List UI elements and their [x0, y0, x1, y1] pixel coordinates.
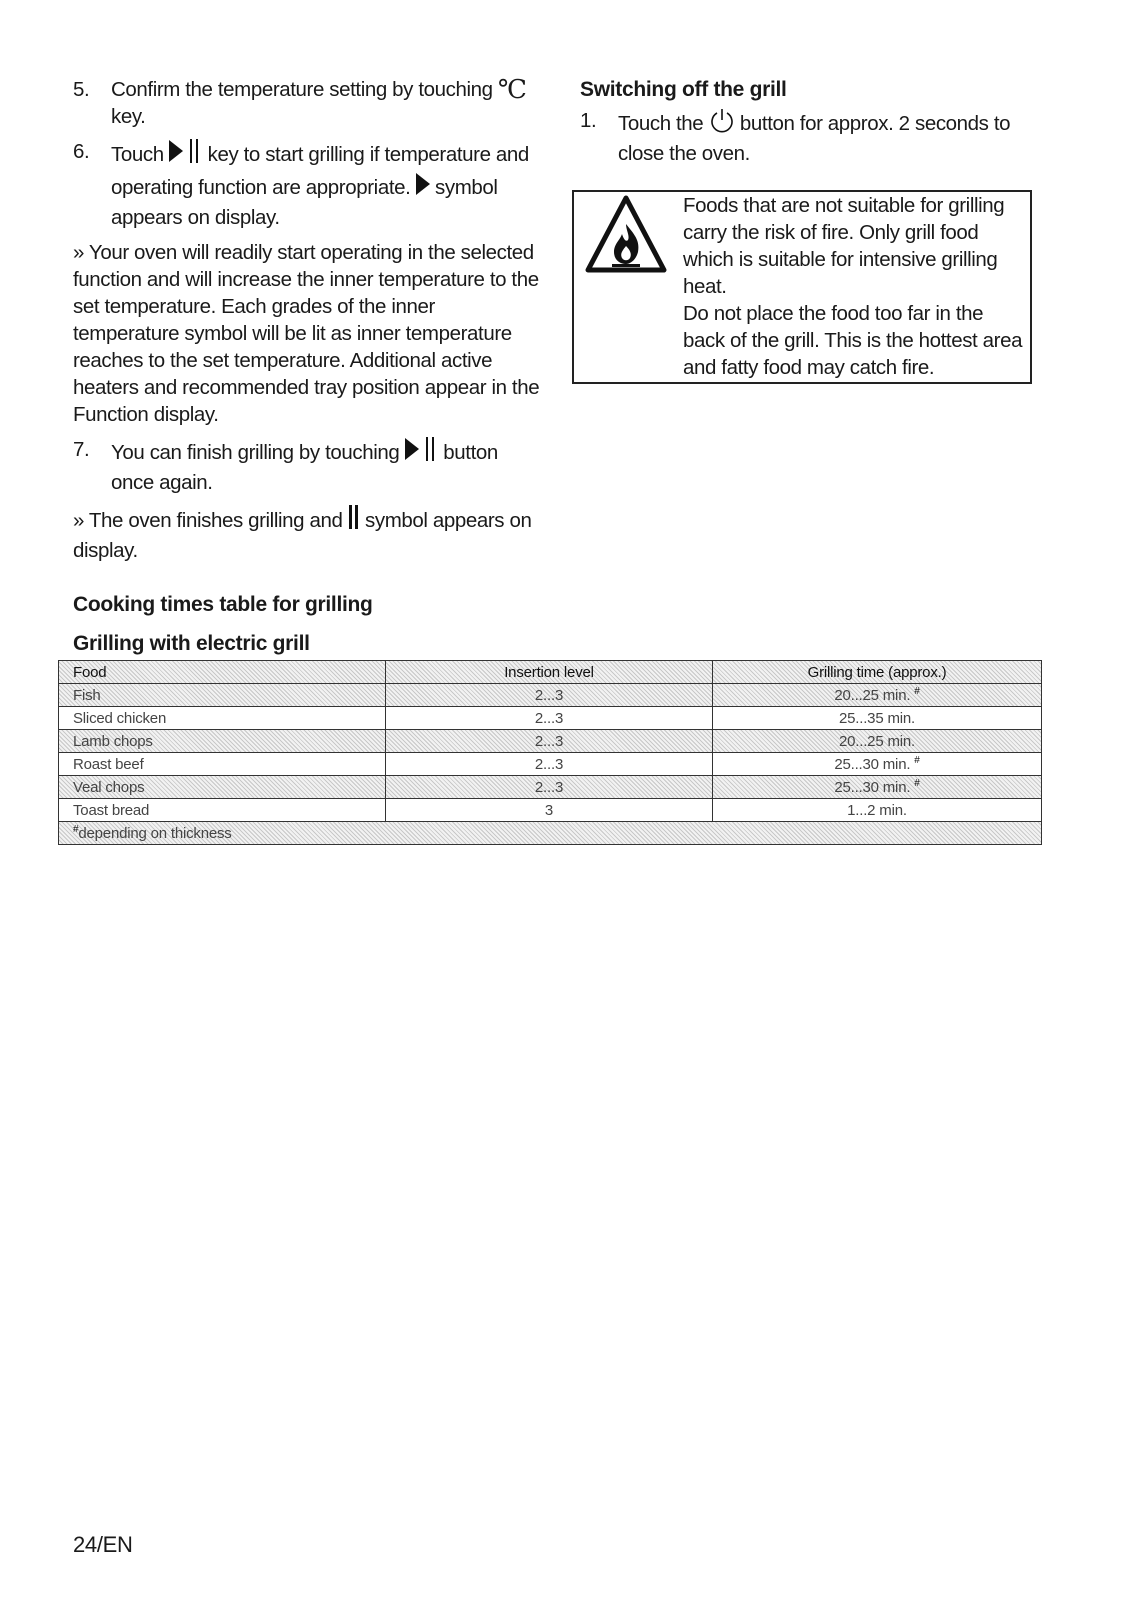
pause-icon: [424, 436, 438, 469]
table-row: [59, 684, 1042, 707]
warning-paragraph: Foods that are not suitable for grilling carry the risk of fire. Only grill food which is suitable for intensive grilling heat.: [683, 194, 1005, 298]
step-number: 5.: [73, 78, 90, 101]
level-cell: 2...3: [386, 753, 713, 776]
footnote-mark: #: [914, 778, 920, 789]
time-cell: 20...25 min.: [713, 730, 1042, 753]
food-cell: Toast bread: [59, 799, 386, 822]
left-column: [73, 76, 543, 572]
play-icon: [416, 171, 430, 204]
step-number: 7.: [73, 438, 90, 461]
fire-warning-box: [572, 190, 1032, 384]
switch-off-step-1: 1. Touch the button for approx. 2 seconds to close the oven.: [580, 109, 1011, 165]
switching-off-heading: Switching off the grill: [580, 78, 787, 101]
footnote-mark: #: [914, 755, 920, 766]
table-row: [59, 776, 1042, 799]
paragraph-oven-start: » Your oven will readily start operating in the selected function and will increase the inner temperature to the set temperature. Each grades of the inner temperature symbol will be lit as inner temperature reaches to the set temperature. Additional active heaters and recommended tray position appear in the Function display.: [73, 241, 540, 426]
level-cell: 2...3: [386, 730, 713, 753]
column-header: Food: [59, 661, 386, 684]
footnote-text: depending on thickness: [78, 825, 232, 842]
grilling-times-table: [58, 660, 1042, 845]
table-title: Grilling with electric grill: [73, 632, 310, 655]
level-cell: 2...3: [386, 707, 713, 730]
play-icon: [405, 436, 419, 469]
pause-icon: [348, 504, 360, 537]
level-cell: 3: [386, 799, 713, 822]
column-header: Grilling time (approx.): [713, 661, 1042, 684]
food-cell: Lamb chops: [59, 730, 386, 753]
page-number: 24/EN: [73, 1532, 133, 1557]
time-cell: 20...25 min. #: [713, 684, 1042, 707]
warning-paragraph: Do not place the food too far in the back of the grill. This is the hottest area and fatty food may catch fire.: [683, 302, 1023, 379]
section-title: Cooking times table for grilling: [73, 593, 373, 616]
step-number: 6.: [73, 140, 90, 163]
right-column: [580, 76, 1050, 175]
step-7: 7. You can finish grilling by touching button once again.: [73, 438, 498, 494]
time-cell: 1...2 min.: [713, 799, 1042, 822]
footnote-mark: #: [914, 686, 920, 697]
warning-text: [683, 192, 1028, 381]
play-icon: [169, 138, 183, 171]
celsius-icon: ℃: [497, 75, 527, 105]
pause-icon: [188, 138, 202, 171]
time-cell: 25...35 min.: [713, 707, 1042, 730]
table-row: [59, 730, 1042, 753]
time-cell: 25...30 min. #: [713, 753, 1042, 776]
footnote-cell: [59, 822, 1042, 845]
step-number: 1.: [580, 109, 597, 132]
power-icon: [709, 107, 735, 140]
food-cell: Roast beef: [59, 753, 386, 776]
table-row: [59, 707, 1042, 730]
time-cell: 25...30 min. #: [713, 776, 1042, 799]
fire-warning-icon: [584, 194, 668, 274]
level-cell: 2...3: [386, 684, 713, 707]
paragraph-oven-finish: » The oven finishes grilling and symbol appears on display.: [73, 504, 543, 564]
level-cell: 2...3: [386, 776, 713, 799]
table-header-row: [59, 661, 1042, 684]
table-row: [59, 753, 1042, 776]
step-6: 6. Touch key to start grilling if temperature and operating function are appropriate. symbol appears on display.: [73, 140, 529, 229]
food-cell: Veal chops: [59, 776, 386, 799]
table-footnote-row: [59, 822, 1042, 845]
footnote-mark: #: [73, 824, 79, 835]
column-header: Insertion level: [386, 661, 713, 684]
step-5: 5. Confirm the temperature setting by touching ℃ key.: [73, 75, 527, 128]
food-cell: Fish: [59, 684, 386, 707]
table-row: [59, 799, 1042, 822]
food-cell: Sliced chicken: [59, 707, 386, 730]
